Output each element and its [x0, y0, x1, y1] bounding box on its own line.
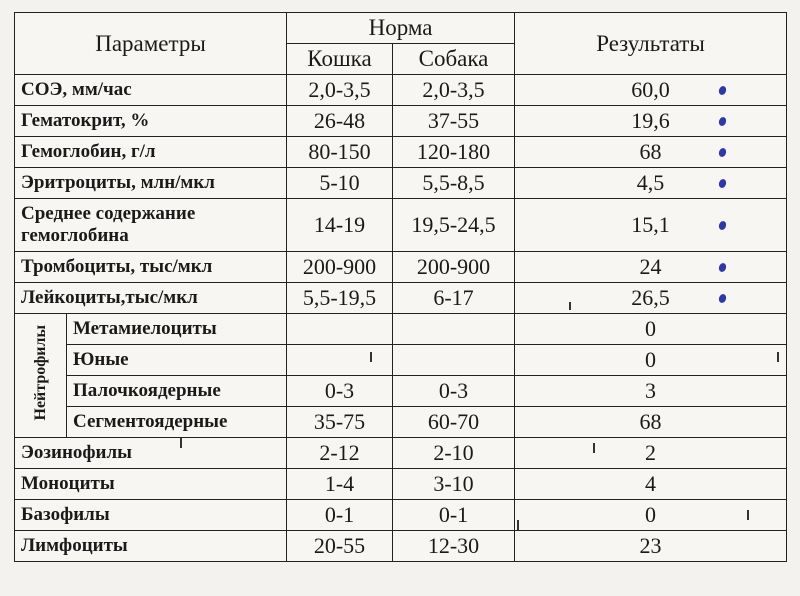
cat-norm: 35-75: [287, 407, 393, 438]
dog-norm: 5,5-8,5: [393, 168, 515, 199]
scan-speck: [370, 352, 372, 362]
dog-norm: 0-3: [393, 376, 515, 407]
cat-norm: 20-55: [287, 531, 393, 562]
table-row: [15, 137, 787, 168]
cat-norm: 1-4: [287, 469, 393, 500]
param-name: Эритроциты, млн/мкл: [15, 168, 287, 199]
dog-norm: 200-900: [393, 252, 515, 283]
table-row: [15, 531, 787, 562]
result-value: 19,6: [631, 108, 670, 133]
param-name: Метамиелоциты: [67, 314, 287, 345]
result-value: 0: [515, 500, 787, 531]
result-cell: [515, 283, 787, 314]
table-row: [15, 376, 787, 407]
header-dog: Собака: [393, 44, 515, 75]
result-value: 4,5: [636, 170, 665, 195]
param-name: Моноциты: [15, 469, 287, 500]
cat-norm: 80-150: [287, 137, 393, 168]
pen-mark: [718, 147, 728, 158]
param-name: Тромбоциты, тыс/мкл: [15, 252, 287, 283]
dog-norm: 0-1: [393, 500, 515, 531]
table-row: [15, 168, 787, 199]
table-row: [15, 106, 787, 137]
dog-norm: 2-10: [393, 438, 515, 469]
table-row: [15, 407, 787, 438]
pen-mark: [718, 293, 728, 304]
dog-norm: 19,5-24,5: [393, 199, 515, 252]
result-cell: [515, 252, 787, 283]
result-value: 68: [639, 139, 662, 164]
table-row: [15, 500, 787, 531]
result-value: 4: [515, 469, 787, 500]
dog-norm: [393, 345, 515, 376]
table-row: [15, 199, 787, 252]
result-cell: [515, 199, 787, 252]
cat-norm: 200-900: [287, 252, 393, 283]
table-row: [15, 283, 787, 314]
result-cell: [515, 75, 787, 106]
result-value: 3: [515, 376, 787, 407]
dog-norm: 60-70: [393, 407, 515, 438]
neutrophils-group-label: [15, 314, 67, 438]
header-norm: Норма: [287, 13, 515, 44]
result-value: 68: [515, 407, 787, 438]
cat-norm: 26-48: [287, 106, 393, 137]
pen-mark: [718, 220, 728, 231]
cat-norm: 0-3: [287, 376, 393, 407]
param-name: Палочкоядерные: [67, 376, 287, 407]
result-value: 26,5: [631, 285, 670, 310]
cat-norm: 5,5-19,5: [287, 283, 393, 314]
scan-speck: [569, 302, 571, 310]
result-value: 2: [515, 438, 787, 469]
dog-norm: 3-10: [393, 469, 515, 500]
dog-norm: 6-17: [393, 283, 515, 314]
dog-norm: [393, 314, 515, 345]
cat-norm: 5-10: [287, 168, 393, 199]
header-parameters: Параметры: [15, 13, 287, 75]
cat-norm: [287, 314, 393, 345]
scan-speck: [180, 438, 182, 448]
table-row: [15, 252, 787, 283]
cat-norm: 14-19: [287, 199, 393, 252]
cat-norm: [287, 345, 393, 376]
result-cell: [515, 168, 787, 199]
neutrophils-label: Нейтрофилы: [31, 324, 49, 421]
param-name: Юные: [67, 345, 287, 376]
result-cell: [515, 106, 787, 137]
dog-norm: 37-55: [393, 106, 515, 137]
param-name: Базофилы: [15, 500, 287, 531]
table-row: [15, 314, 787, 345]
scan-speck: [777, 352, 779, 362]
result-value: 60,0: [631, 77, 670, 102]
result-value: 0: [515, 314, 787, 345]
header-row-top: [15, 13, 787, 44]
result-value: 0: [515, 345, 787, 376]
pen-mark: [718, 116, 728, 127]
scan-speck: [593, 443, 595, 453]
dog-norm: 120-180: [393, 137, 515, 168]
result-value: 15,1: [631, 212, 670, 237]
pen-mark: [718, 262, 728, 273]
result-value: 24: [639, 254, 662, 279]
param-name: Среднее содержание гемоглобина: [15, 199, 287, 252]
param-name: СОЭ, мм/час: [15, 75, 287, 106]
param-name: Лейкоциты,тыс/мкл: [15, 283, 287, 314]
param-name: Гематокрит, %: [15, 106, 287, 137]
dog-norm: 2,0-3,5: [393, 75, 515, 106]
cat-norm: 0-1: [287, 500, 393, 531]
pen-mark: [718, 85, 728, 96]
table-row: [15, 345, 787, 376]
table-row: [15, 469, 787, 500]
blood-test-table: [14, 12, 787, 562]
scan-speck: [747, 510, 749, 520]
param-name: Гемоглобин, г/л: [15, 137, 287, 168]
header-cat: Кошка: [287, 44, 393, 75]
param-name: Эозинофилы: [15, 438, 287, 469]
cat-norm: 2-12: [287, 438, 393, 469]
table-row: [15, 75, 787, 106]
header-results: Результаты: [515, 13, 787, 75]
dog-norm: 12-30: [393, 531, 515, 562]
param-name: Сегментоядерные: [67, 407, 287, 438]
result-cell: [515, 137, 787, 168]
param-name: Лимфоциты: [15, 531, 287, 562]
table-row: [15, 438, 787, 469]
cat-norm: 2,0-3,5: [287, 75, 393, 106]
pen-mark: [718, 178, 728, 189]
result-value: 23: [515, 531, 787, 562]
scan-speck: [517, 520, 519, 530]
